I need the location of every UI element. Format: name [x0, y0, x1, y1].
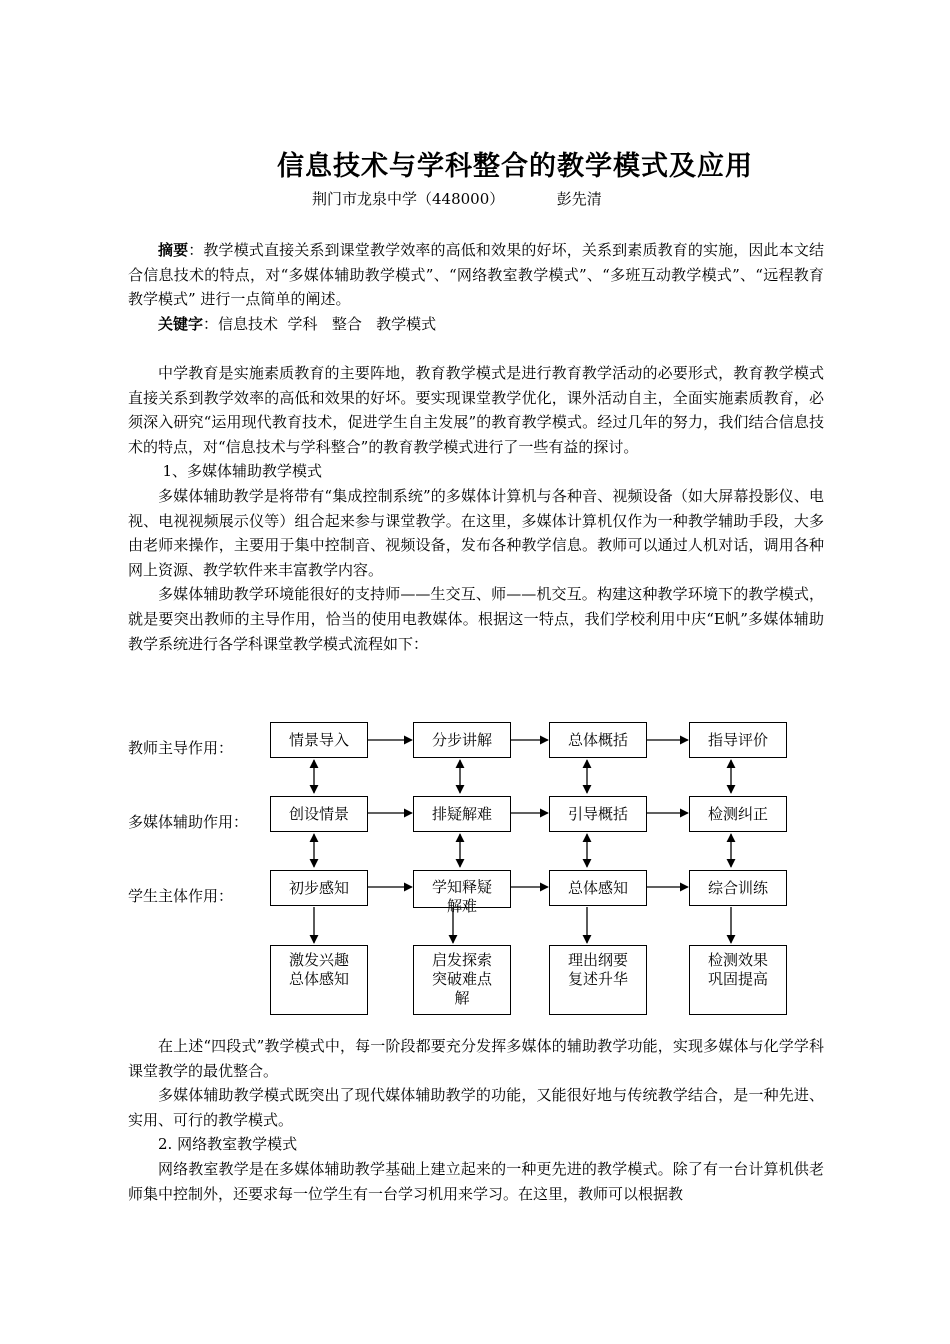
paragraph-intro: 中学教育是实施素质教育的主要阵地，教育教学模式是进行教育教学活动的必要形式，教育教学模式直接关系到教学效率的高低和效果的好坏。要实现课堂教学优化，课外活动自主，全面实施素质教育，必须深入研究“运用现代教育技术，促进学生自主发展”的教育教学模式。经过几年的努力，我们结合信息技术的特点，对“信息技术与学科整合”的教育教学模式进行了一些有益的探讨。: [128, 364, 824, 456]
row-label-teacher: 教师主导作用：: [128, 739, 234, 757]
author-school: 荆门市龙泉中学（448000）: [312, 190, 505, 208]
box-r3-4: 综合训练: [689, 870, 787, 906]
box-r4-1: 激发兴趣总体感知: [270, 945, 368, 1015]
abstract: [128, 238, 824, 312]
keywords-text: ：信息技术 学科 整合 教学模式: [203, 314, 437, 333]
box-r1-4: 指导评价: [689, 722, 787, 758]
box-r1-2: 分步讲解: [413, 722, 511, 758]
section-heading-2: 2. 网络教室教学模式: [158, 1135, 298, 1154]
abstract-block: [128, 238, 824, 336]
byline: [312, 188, 602, 209]
box-r2-1: 创设情景: [270, 796, 368, 832]
box-r2-2: 排疑解难: [413, 796, 511, 832]
box-r4-3: 理出纲要复述升华: [549, 945, 647, 1015]
box-r2-4: 检测纠正: [689, 796, 787, 832]
keywords-label: 关键字: [158, 314, 204, 333]
paragraph-1d: 多媒体辅助教学模式既突出了现代媒体辅助教学的功能，又能很好地与传统教学结合，是一种先进、实用、可行的教学模式。: [128, 1086, 824, 1129]
section-heading-1: 1、多媒体辅助教学模式: [162, 462, 323, 481]
box-r1-1: 情景导入: [270, 722, 368, 758]
box-r2-3: 引导概括: [549, 796, 647, 832]
author-name: 彭先清: [556, 190, 602, 208]
box-r4-4: 检测效果巩固提高: [689, 945, 787, 1015]
box-r1-3: 总体概括: [549, 722, 647, 758]
box-r3-1: 初步感知: [270, 870, 368, 906]
box-r4-2: 启发探索突破难点解: [413, 945, 511, 1015]
abstract-text: ：教学模式直接关系到课堂教学效率的高低和效果的好坏，关系到素质教育的实施，因此本文结合信息技术的特点，对“多媒体辅助教学模式”、“网络教室教学模式”、“多班互动教学模式”、“远程教育教学模式” 进行一点简单的阐述。: [128, 241, 824, 309]
page-title: 信息技术与学科整合的教学模式及应用: [277, 151, 753, 182]
body-section-2: [128, 1034, 824, 1206]
keywords: [128, 312, 824, 337]
paragraph-2a: 网络教室教学是在多媒体辅助教学基础上建立起来的一种更先进的教学模式。除了有一台计算机供老师集中控制外，还要求每一位学生有一台学习机用来学习。在这里，教师可以根据教: [128, 1159, 824, 1203]
abstract-label: 摘要: [158, 241, 189, 259]
paragraph-1a: 多媒体辅助教学是将带有“集成控制系统”的多媒体计算机与各种音、视频设备（如大屏幕投影仪、电视、电视视频展示仪等）组合起来参与课堂教学。在这里，多媒体计算机仅作为一种教学辅助手段，大多由老师来操作，主要用于集中控制音、视频设备，发布各种教学信息。教师可以通过人机对话，调用各种网上资源、教学软件来丰富教学内容。: [128, 486, 824, 579]
paragraph-1b: 多媒体辅助教学环境能很好的支持师——生交互、师——机交互。构建这种教学环境下的教学模式，就是要突出教师的主导作用，恰当的使用电教媒体。根据这一特点，我们学校利用中庆“E帆”多媒体辅助教学系统进行各学科课堂教学模式流程如下：: [128, 585, 824, 653]
row-label-media: 多媒体辅助作用：: [128, 813, 249, 831]
body-section-1: [128, 361, 824, 656]
box-r3-2: 学知释疑解难: [413, 870, 511, 908]
row-label-student: 学生主体作用：: [128, 887, 234, 905]
paragraph-1c: 在上述“四段式”教学模式中，每一阶段都要充分发挥多媒体的辅助教学功能，实现多媒体与化学学科课堂教学的最优整合。: [128, 1037, 824, 1080]
box-r3-3: 总体感知: [549, 870, 647, 906]
